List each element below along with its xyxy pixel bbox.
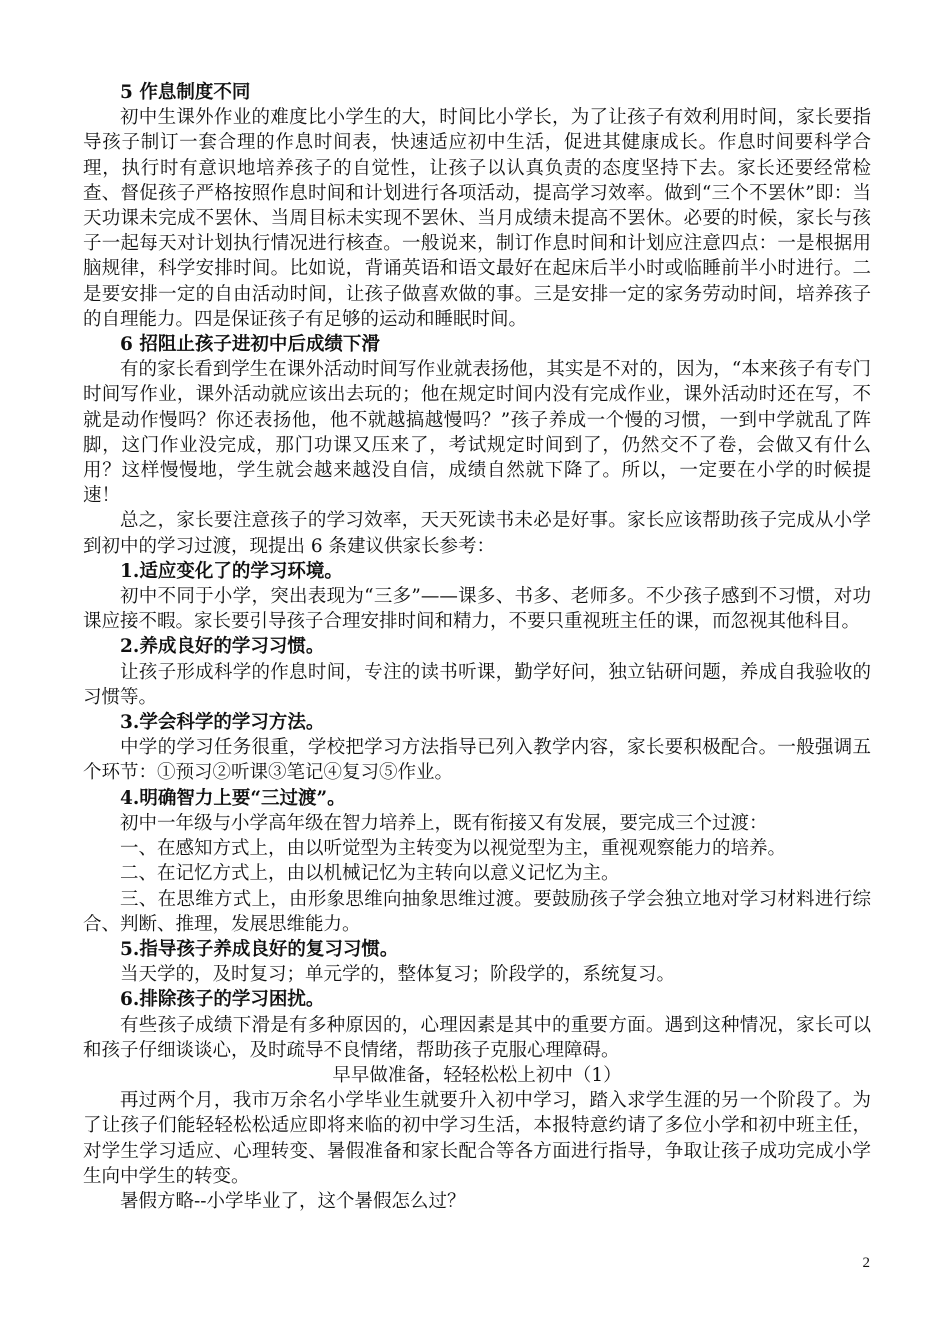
tip-heading-2: 2.养成良好的学习习惯。 — [120, 636, 325, 658]
tip-heading-4: 4.明确智力上要“三过渡”。 — [120, 787, 346, 809]
tip-heading-3: 3.学会科学的学习方法。 — [120, 712, 325, 734]
paragraph-schedule: 初中生课外作业的难度比小学生的大，时间比小学长，为了让孩子有效利用时间，家长要指导孩子制订一套合理的作息时间表，快速适应初中生活，促进其健康成长。作息时间要科学合理，执行时有意识地培养孩子的自觉性，让孩子以认真负责的态度坚持下去。家长还要经常检查、督促孩子严格按照作息时间和计划进行各项活动，提高学习效率。做到“三个不罢休”即：当天功课未完成不罢休、当周目标未实现不罢休、当月成绩未提高不罢休。必要的时候，家长与孩子一起每天对计划执行情况进行核查。一般说来，制订作息时间和计划应注意四点：一是根据用脑规律，科学安排时间。比如说，背诵英语和语文最好在起床后半小时或临睡前半小时进行。二是要安排一定的自由活动时间，让孩子做喜欢做的事。三是安排一定的家务劳动时间，培养孩子的自理能力。四是保证孩子有足够的运动和睡眠时间。 — [83, 107, 871, 330]
tip-body-4-intro: 初中一年级与小学高年级在智力培养上，既有衔接又有发展，要完成三个过渡： — [120, 812, 768, 834]
article-subheading: 暑假方略--小学毕业了，这个暑假怎么过？ — [120, 1190, 466, 1212]
tip-heading-5: 5.指导孩子养成良好的复习习惯。 — [120, 938, 399, 960]
tip-heading-1: 1.适应变化了的学习环境。 — [120, 560, 343, 582]
document-body — [83, 80, 871, 1214]
tip-body-4-item-3: 三、在思维方式上，由形象思维向抽象思维过渡。要鼓励孩子学会独立地对学习材料进行综合、判断、推理，发展思维能力。 — [83, 888, 871, 935]
tip-body-6: 有些孩子成绩下滑是有多种原因的，心理因素是其中的重要方面。遇到这种情况，家长可以和孩子仔细谈谈心，及时疏导不良情绪，帮助孩子克服心理障碍。 — [83, 1014, 871, 1061]
page-number: 2 — [862, 1255, 870, 1271]
tip-body-4-item-1: 一、在感知方式上，由以听觉型为主转变为以视觉型为主，重视观察能力的培养。 — [120, 838, 787, 860]
paragraph-summary: 总之，家长要注意孩子的学习效率，天天死读书未必是好事。家长应该帮助孩子完成从小学到初中的学习过渡，现提出 6 条建议供家长参考： — [83, 510, 871, 557]
tip-body-2: 让孩子形成科学的作息时间，专注的读书听课，勤学好问，独立钻研问题，养成自我验收的习惯等。 — [83, 661, 871, 708]
section-heading-grades: 6 招阻止孩子进初中后成绩下滑 — [120, 334, 380, 356]
paragraph-slow-habit: 有的家长看到学生在课外活动时间写作业就表扬他，其实是不对的，因为，“本来孩子有专门时间写作业，课外活动就应该出去玩的；他在规定时间内没有完成作业，课外活动时还在写，不就是动作慢吗？你还表扬他，他不就越搞越慢吗？”孩子养成一个慢的习惯，一到中学就乱了阵脚，这门作业没完成，那门功课又压来了，考试规定时间到了，仍然交不了卷，会做又有什么用？这样慢慢地，学生就会越来越没自信，成绩自然就下降了。所以，一定要在小学的时候提速！ — [83, 359, 871, 507]
article-title: 早早做准备，轻轻松松上初中（1） — [332, 1064, 622, 1086]
tip-body-5: 当天学的，及时复习；单元学的，整体复习；阶段学的，系统复习。 — [120, 964, 676, 986]
section-heading-schedule: 5 作息制度不同 — [120, 82, 251, 103]
tip-body-4-item-2: 二、在记忆方式上，由以机械记忆为主转向以意义记忆为主。 — [120, 863, 620, 885]
tip-body-1: 初中不同于小学，突出表现为“三多”——课多、书多、老师多。不少孩子感到不习惯，对功课应接不暇。家长要引导孩子合理安排时间和精力，不要只重视班主任的课，而忽视其他科目。 — [83, 586, 871, 633]
tip-body-3: 中学的学习任务很重，学校把学习方法指导已列入教学内容，家长要积极配合。一般强调五个环节：①预习②听课③笔记④复习⑤作业。 — [83, 737, 871, 784]
article-intro: 再过两个月，我市万余名小学毕业生就要升入初中学习，踏入求学生涯的另一个阶段了。为了让孩子们能轻轻松松适应即将来临的初中学习生活，本报特意约请了多位小学和初中班主任，对学生学习适应、心理转变、暑假准备和家长配合等各方面进行指导，争取让孩子成功完成小学生向中学生的转变。 — [83, 1090, 871, 1187]
tip-heading-6: 6.排除孩子的学习困扰。 — [120, 989, 325, 1011]
